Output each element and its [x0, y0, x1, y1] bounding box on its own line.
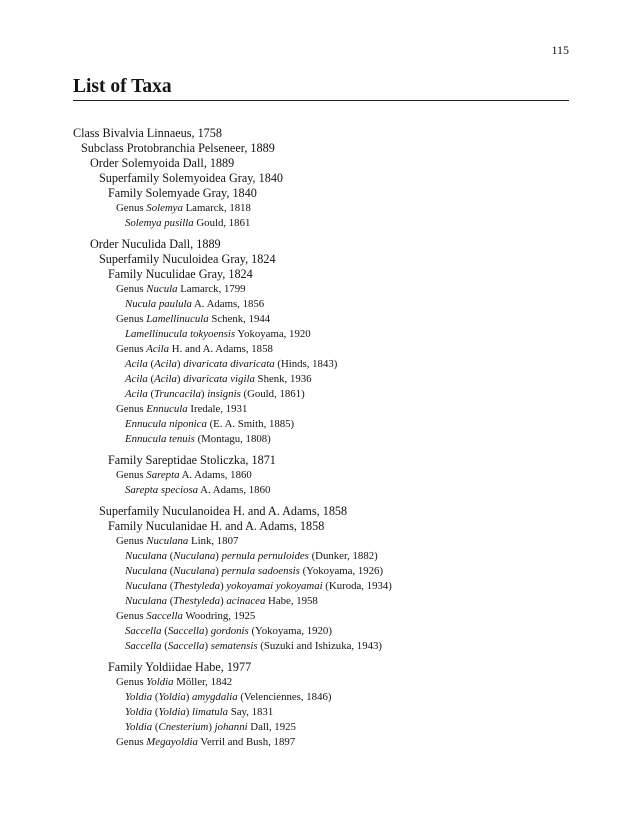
taxon-text: ( — [152, 706, 159, 718]
taxon-name-italic: Thestyleda — [173, 595, 221, 607]
page-title: List of Taxa — [73, 76, 172, 97]
taxon-name-italic: sematensis — [210, 640, 258, 652]
taxon-text: Say, 1831 — [228, 706, 274, 718]
taxon-name-italic: Nuculana — [125, 595, 167, 607]
taxon-name-italic: limatula — [192, 706, 229, 718]
taxon-text: ) — [176, 373, 184, 385]
taxon-name-italic: Megayoldia — [146, 736, 198, 748]
taxon-entry — [73, 705, 573, 720]
taxon-text: (Yokoyama, 1920) — [248, 625, 332, 637]
taxon-entry — [73, 357, 573, 372]
taxon-text: Family Yoldiidae Habe, 1977 — [108, 660, 252, 674]
taxon-entry — [73, 216, 573, 231]
taxon-text: A. Adams, 1856 — [191, 298, 265, 310]
taxon-text: Genus — [116, 283, 147, 295]
taxon-name-italic: insignis — [207, 388, 241, 400]
taxon-name-italic: Truncacila — [154, 388, 201, 400]
taxon-text: Gould, 1861 — [193, 217, 251, 229]
taxon-name-italic: Ennucula — [146, 403, 188, 415]
taxon-name-italic: Saccella — [146, 610, 183, 622]
taxon-text: Genus — [116, 535, 147, 547]
taxon-text: Shenk, 1936 — [254, 373, 312, 385]
taxon-text: Genus — [116, 469, 147, 481]
title-rule — [73, 100, 569, 101]
taxon-name-italic: acinacea — [226, 595, 266, 607]
taxon-text: Lamarck, 1799 — [177, 283, 246, 295]
taxon-name-italic: divaricata vigila — [183, 373, 255, 385]
taxon-text: Superfamily Solemyoidea Gray, 1840 — [99, 171, 284, 185]
taxon-text: Möller, 1842 — [173, 676, 233, 688]
taxon-name-italic: Saccella — [125, 625, 162, 637]
taxon-name-italic: Lamellinucula tokyoensis — [125, 328, 236, 340]
taxon-name-italic: Nuculana — [125, 565, 167, 577]
taxon-entry — [73, 156, 573, 171]
taxon-entry — [73, 252, 573, 267]
taxon-text: Genus — [116, 202, 147, 214]
taxon-name-italic: gordonis — [210, 625, 249, 637]
taxon-text: A. Adams, 1860 — [179, 469, 252, 481]
taxon-entry — [73, 402, 573, 417]
taxon-entry — [73, 609, 573, 624]
taxon-text: ( — [147, 373, 155, 385]
taxon-text: (Suzuki and Ishizuka, 1943) — [257, 640, 382, 652]
taxon-entry — [73, 564, 573, 579]
taxon-text: ) — [204, 625, 211, 637]
taxon-text: (E. A. Smith, 1885) — [206, 418, 295, 430]
taxon-text: ( — [161, 625, 168, 637]
taxon-name-italic: Sarepta — [146, 469, 180, 481]
taxon-text: Genus — [116, 676, 147, 688]
taxon-text: ( — [152, 691, 159, 703]
taxon-name-italic: pernula pernuloides — [221, 550, 309, 562]
taxon-name-italic: amygdalia — [192, 691, 238, 703]
taxon-entry — [73, 267, 573, 282]
taxon-text: Dall, 1925 — [247, 721, 296, 733]
taxon-text: ) — [215, 565, 222, 577]
taxon-entry — [73, 126, 573, 141]
taxon-name-italic: Acila — [125, 388, 148, 400]
taxon-text: (Dunker, 1882) — [308, 550, 378, 562]
taxon-entry — [73, 504, 573, 519]
taxon-entry — [73, 372, 573, 387]
taxon-text: Family Nuculanidae H. and A. Adams, 1858 — [108, 519, 325, 533]
taxon-entry — [73, 387, 573, 402]
taxon-name-italic: Nuculana — [173, 565, 216, 577]
taxon-entry — [73, 468, 573, 483]
taxon-entry — [73, 297, 573, 312]
taxon-text: ) — [200, 388, 208, 400]
taxon-entry — [73, 549, 573, 564]
taxon-text: A. Adams, 1860 — [198, 484, 271, 496]
taxon-text: ( — [147, 358, 155, 370]
taxon-name-italic: Yoldia — [158, 691, 186, 703]
taxon-text: ) — [185, 706, 193, 718]
taxon-entry — [73, 720, 573, 735]
taxon-text: Genus — [116, 343, 147, 355]
taxon-entry — [73, 594, 573, 609]
taxon-entry — [73, 675, 573, 690]
taxon-name-italic: yokoyamai yokoyamai — [226, 580, 323, 592]
taxon-name-italic: pernula sadoensis — [221, 565, 300, 577]
taxon-entry — [73, 660, 573, 675]
taxon-text: Family Sareptidae Stoliczka, 1871 — [108, 453, 276, 467]
taxon-name-italic: Yoldia — [158, 706, 186, 718]
taxon-name-italic: Yoldia — [146, 676, 174, 688]
taxon-name-italic: Acila — [146, 343, 170, 355]
taxon-entry — [73, 624, 573, 639]
taxon-text: ( — [167, 565, 174, 577]
taxon-name-italic: Acila — [154, 358, 177, 370]
taxon-text: Yokoyama, 1920 — [235, 328, 311, 340]
taxon-text: H. and A. Adams, 1858 — [169, 343, 273, 355]
taxon-entry — [73, 342, 573, 357]
taxon-text: Genus — [116, 403, 147, 415]
taxon-name-italic: Nucula paulula — [125, 298, 192, 310]
taxon-text: Habe, 1958 — [265, 595, 318, 607]
taxon-text: ) — [220, 595, 227, 607]
taxon-name-italic: divaricata divaricata — [183, 358, 275, 370]
taxon-name-italic: Acila — [154, 373, 177, 385]
taxon-text: (Hinds, 1843) — [274, 358, 338, 370]
taxon-entry — [73, 312, 573, 327]
taxon-name-italic: Sarepta speciosa — [125, 484, 199, 496]
taxon-entry — [73, 534, 573, 549]
taxon-name-italic: Nuculana — [173, 550, 216, 562]
taxon-text: ( — [167, 550, 174, 562]
taxon-text: ) — [204, 640, 211, 652]
taxa-list — [73, 126, 573, 750]
taxon-text: ( — [161, 640, 168, 652]
taxon-entry — [73, 186, 573, 201]
taxon-text: Schenk, 1944 — [208, 313, 271, 325]
taxon-text: Class Bivalvia Linnaeus, 1758 — [73, 126, 222, 140]
taxon-entry — [73, 201, 573, 216]
taxon-text: ) — [215, 550, 222, 562]
taxon-entry — [73, 171, 573, 186]
taxon-text: Lamarck, 1818 — [182, 202, 251, 214]
taxon-name-italic: Lamellinucula — [146, 313, 209, 325]
taxon-name-italic: Acila — [125, 373, 148, 385]
taxon-text: ( — [147, 388, 155, 400]
taxon-entry — [73, 453, 573, 468]
taxon-entry — [73, 579, 573, 594]
taxon-name-italic: Nuculana — [125, 580, 167, 592]
taxon-text: Woodring, 1925 — [182, 610, 256, 622]
taxon-name-italic: Solemya pusilla — [125, 217, 194, 229]
taxon-text: (Gould, 1861) — [240, 388, 305, 400]
taxon-entry — [73, 417, 573, 432]
taxon-text: Superfamily Nuculanoidea H. and A. Adams, 1858 — [99, 504, 348, 518]
taxon-name-italic: Nucula — [146, 283, 178, 295]
taxon-name-italic: Yoldia — [125, 706, 153, 718]
taxon-name-italic: Saccella — [167, 640, 205, 652]
taxon-text: ) — [176, 358, 184, 370]
taxon-text: (Yokoyama, 1926) — [299, 565, 384, 577]
taxon-text: (Velenciennes, 1846) — [237, 691, 332, 703]
taxon-text: Genus — [116, 736, 147, 748]
taxon-entry — [73, 735, 573, 750]
taxon-entry — [73, 282, 573, 297]
taxon-text: ) — [185, 691, 193, 703]
taxon-text: ( — [167, 580, 174, 592]
taxon-name-italic: Nuculana — [125, 550, 167, 562]
taxon-entry — [73, 690, 573, 705]
taxon-name-italic: Yoldia — [125, 721, 153, 733]
page-number: 115 — [551, 43, 569, 57]
taxon-name-italic: Nuculana — [146, 535, 189, 547]
taxon-name-italic: Cnesterium — [158, 721, 209, 733]
taxon-name-italic: Acila — [125, 358, 148, 370]
taxon-text: Family Solemyade Gray, 1840 — [108, 186, 257, 200]
taxon-text: Family Nuculidae Gray, 1824 — [108, 267, 253, 281]
taxon-text: ( — [167, 595, 174, 607]
taxon-entry — [73, 141, 573, 156]
taxon-text: Iredale, 1931 — [187, 403, 248, 415]
taxon-text: Superfamily Nuculoidea Gray, 1824 — [99, 252, 276, 266]
taxon-name-italic: johanni — [214, 721, 248, 733]
taxon-text: ) — [220, 580, 227, 592]
taxon-name-italic: Thestyleda — [173, 580, 221, 592]
taxon-text: Link, 1807 — [188, 535, 239, 547]
taxon-name-italic: Saccella — [167, 625, 205, 637]
taxon-text: Subclass Protobranchia Pelseneer, 1889 — [81, 141, 275, 155]
taxon-text: ) — [208, 721, 215, 733]
taxon-entry — [73, 639, 573, 654]
taxon-text: (Montagu, 1808) — [194, 433, 271, 445]
taxon-entry — [73, 327, 573, 342]
taxon-entry — [73, 519, 573, 534]
taxon-text: Order Solemyoida Dall, 1889 — [90, 156, 235, 170]
taxon-entry — [73, 237, 573, 252]
taxon-name-italic: Ennucula tenuis — [125, 433, 195, 445]
taxon-text: Genus — [116, 610, 147, 622]
taxon-text: Order Nuculida Dall, 1889 — [90, 237, 221, 251]
taxon-entry — [73, 432, 573, 447]
taxon-text: ( — [152, 721, 159, 733]
taxon-name-italic: Saccella — [125, 640, 162, 652]
taxon-entry — [73, 483, 573, 498]
taxon-text: Genus — [116, 313, 147, 325]
taxon-text: Verril and Bush, 1897 — [197, 736, 296, 748]
taxon-name-italic: Solemya — [146, 202, 183, 214]
taxon-name-italic: Yoldia — [125, 691, 153, 703]
taxon-name-italic: Ennucula niponica — [125, 418, 207, 430]
taxon-text: (Kuroda, 1934) — [322, 580, 392, 592]
